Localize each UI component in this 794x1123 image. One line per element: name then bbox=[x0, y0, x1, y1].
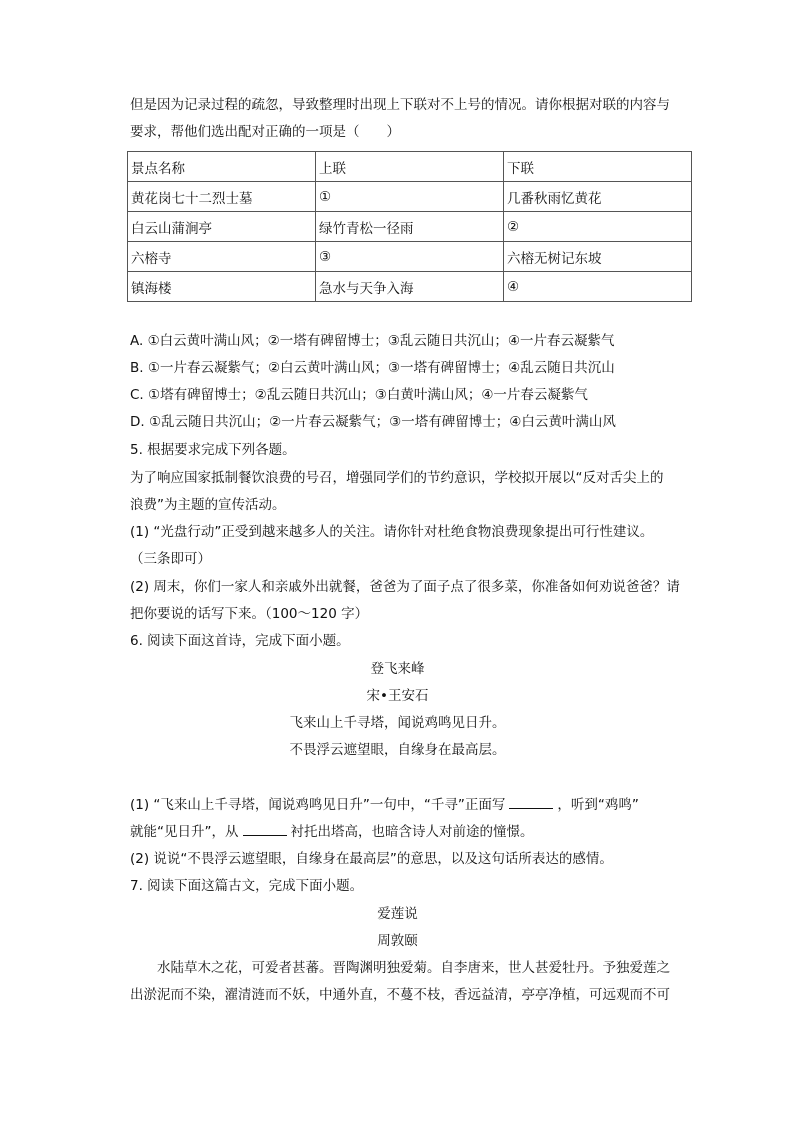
sub1-text-d: 衬托出塔高，也暗含诗人对前途的憧憬。 bbox=[290, 824, 534, 840]
table-cell: ① bbox=[316, 182, 504, 212]
question-6-sub1-line2 bbox=[130, 819, 696, 846]
question-5-sub1-line1: (1) “光盘行动”正受到越来越多人的关注。请你针对杜绝食物浪费现象提出可行性建议。 bbox=[130, 524, 654, 540]
question-5-sub2-line1: (2) 周末，你们一家人和亲戚外出就餐，爸爸为了面子点了很多菜，你准备如何劝说爸爸？请 bbox=[130, 579, 680, 595]
question-5-sub2-line2: 把你要说的话写下来。（100～120 字） bbox=[130, 606, 369, 622]
option-d: D. ①乱云随日共沉山；②一片春云凝紫气；③一塔有碑留博士；④白云黄叶满山风 bbox=[130, 414, 616, 430]
table-row bbox=[128, 182, 692, 212]
couplet-table bbox=[127, 151, 692, 302]
essay-paragraph-line-2: 出淤泥而不染，濯清涟而不妖，中通外直，不蔓不枝，香远益清，亭亭净植，可远观而不可 bbox=[130, 987, 670, 1003]
question-5-context-1: 为了响应国家抵制餐饮浪费的号召，增强同学们的节约意识，学校拟开展以“反对舌尖上的 bbox=[130, 470, 664, 486]
essay-author: 周敦颐 bbox=[377, 933, 418, 949]
table-row bbox=[128, 272, 692, 302]
table-header-cell: 下联 bbox=[504, 152, 692, 182]
question-6-sub1-line1 bbox=[130, 792, 696, 819]
essay-paragraph-line-1: 水陆草木之花，可爱者甚蕃。晋陶渊明独爱菊。自李唐来，世人甚爱牡丹。予独爱莲之 bbox=[157, 960, 670, 976]
table-row bbox=[128, 242, 692, 272]
option-a: A. ①白云黄叶满山风；②一塔有碑留博士；③乱云随日共沉山；④一片春云凝紫气 bbox=[130, 333, 615, 349]
poem-line-2: 不畏浮云遮望眼，自缘身在最高层。 bbox=[289, 742, 506, 758]
question-5-context-2: 浪费”为主题的宣传活动。 bbox=[130, 497, 286, 513]
table-cell: 黄花岗七十二烈士墓 bbox=[128, 182, 316, 212]
essay-title: 爱莲说 bbox=[377, 906, 418, 922]
table-header-cell: 上联 bbox=[316, 152, 504, 182]
question-5-sub1-line2: （三条即可） bbox=[130, 551, 211, 567]
poem-title: 登飞来峰 bbox=[370, 661, 425, 677]
option-b: B. ①一片春云凝紫气；②白云黄叶满山风；③一塔有碑留博士；④乱云随日共沉山 bbox=[130, 360, 615, 376]
table-header-cell: 景点名称 bbox=[128, 152, 316, 182]
table-cell: 几番秋雨忆黄花 bbox=[504, 182, 692, 212]
table-cell: ④ bbox=[504, 272, 692, 302]
answer-blank-1[interactable] bbox=[509, 794, 553, 809]
table-cell: 绿竹青松一径雨 bbox=[316, 212, 504, 242]
sub1-text-b: ，听到“鸡鸣” bbox=[557, 797, 639, 813]
option-c: C. ①塔有碑留博士；②乱云随日共沉山；③白黄叶满山风；④一片春云凝紫气 bbox=[130, 387, 588, 403]
question-5-title: 5. 根据要求完成下列各题。 bbox=[130, 442, 296, 458]
table-cell: 急水与天争入海 bbox=[316, 272, 504, 302]
answer-blank-2[interactable] bbox=[243, 821, 287, 836]
table-cell: ② bbox=[504, 212, 692, 242]
table-cell: 六榕无树记东坡 bbox=[504, 242, 692, 272]
question-6-title: 6. 阅读下面这首诗，完成下面小题。 bbox=[130, 633, 350, 649]
poem-line-1: 飞来山上千寻塔，闻说鸡鸣见日升。 bbox=[289, 715, 506, 731]
sub1-text-a: (1) “飞来山上千寻塔，闻说鸡鸣见日升”一句中，“千寻”正面写 bbox=[130, 797, 506, 813]
table-header-row bbox=[128, 152, 692, 182]
table-cell: ③ bbox=[316, 242, 504, 272]
question-7-title: 7. 阅读下面这篇古文，完成下面小题。 bbox=[130, 878, 364, 894]
table-cell: 白云山蒲涧亭 bbox=[128, 212, 316, 242]
sub1-text-c: 就能“见日升”，从 bbox=[130, 824, 239, 840]
intro-line-1: 但是因为记录过程的疏忽，导致整理时出现上下联对不上号的情况。请你根据对联的内容与 bbox=[130, 97, 670, 113]
table-cell: 六榕寺 bbox=[128, 242, 316, 272]
poem-author: 宋•王安石 bbox=[366, 688, 429, 704]
table-cell: 镇海楼 bbox=[128, 272, 316, 302]
intro-line-2: 要求，帮他们选出配对正确的一项是（ ） bbox=[130, 124, 400, 140]
table-row bbox=[128, 212, 692, 242]
question-6-sub2: (2) 说说“不畏浮云遮望眼，自缘身在最高层”的意思，以及这句话所表达的感情。 bbox=[130, 851, 613, 867]
